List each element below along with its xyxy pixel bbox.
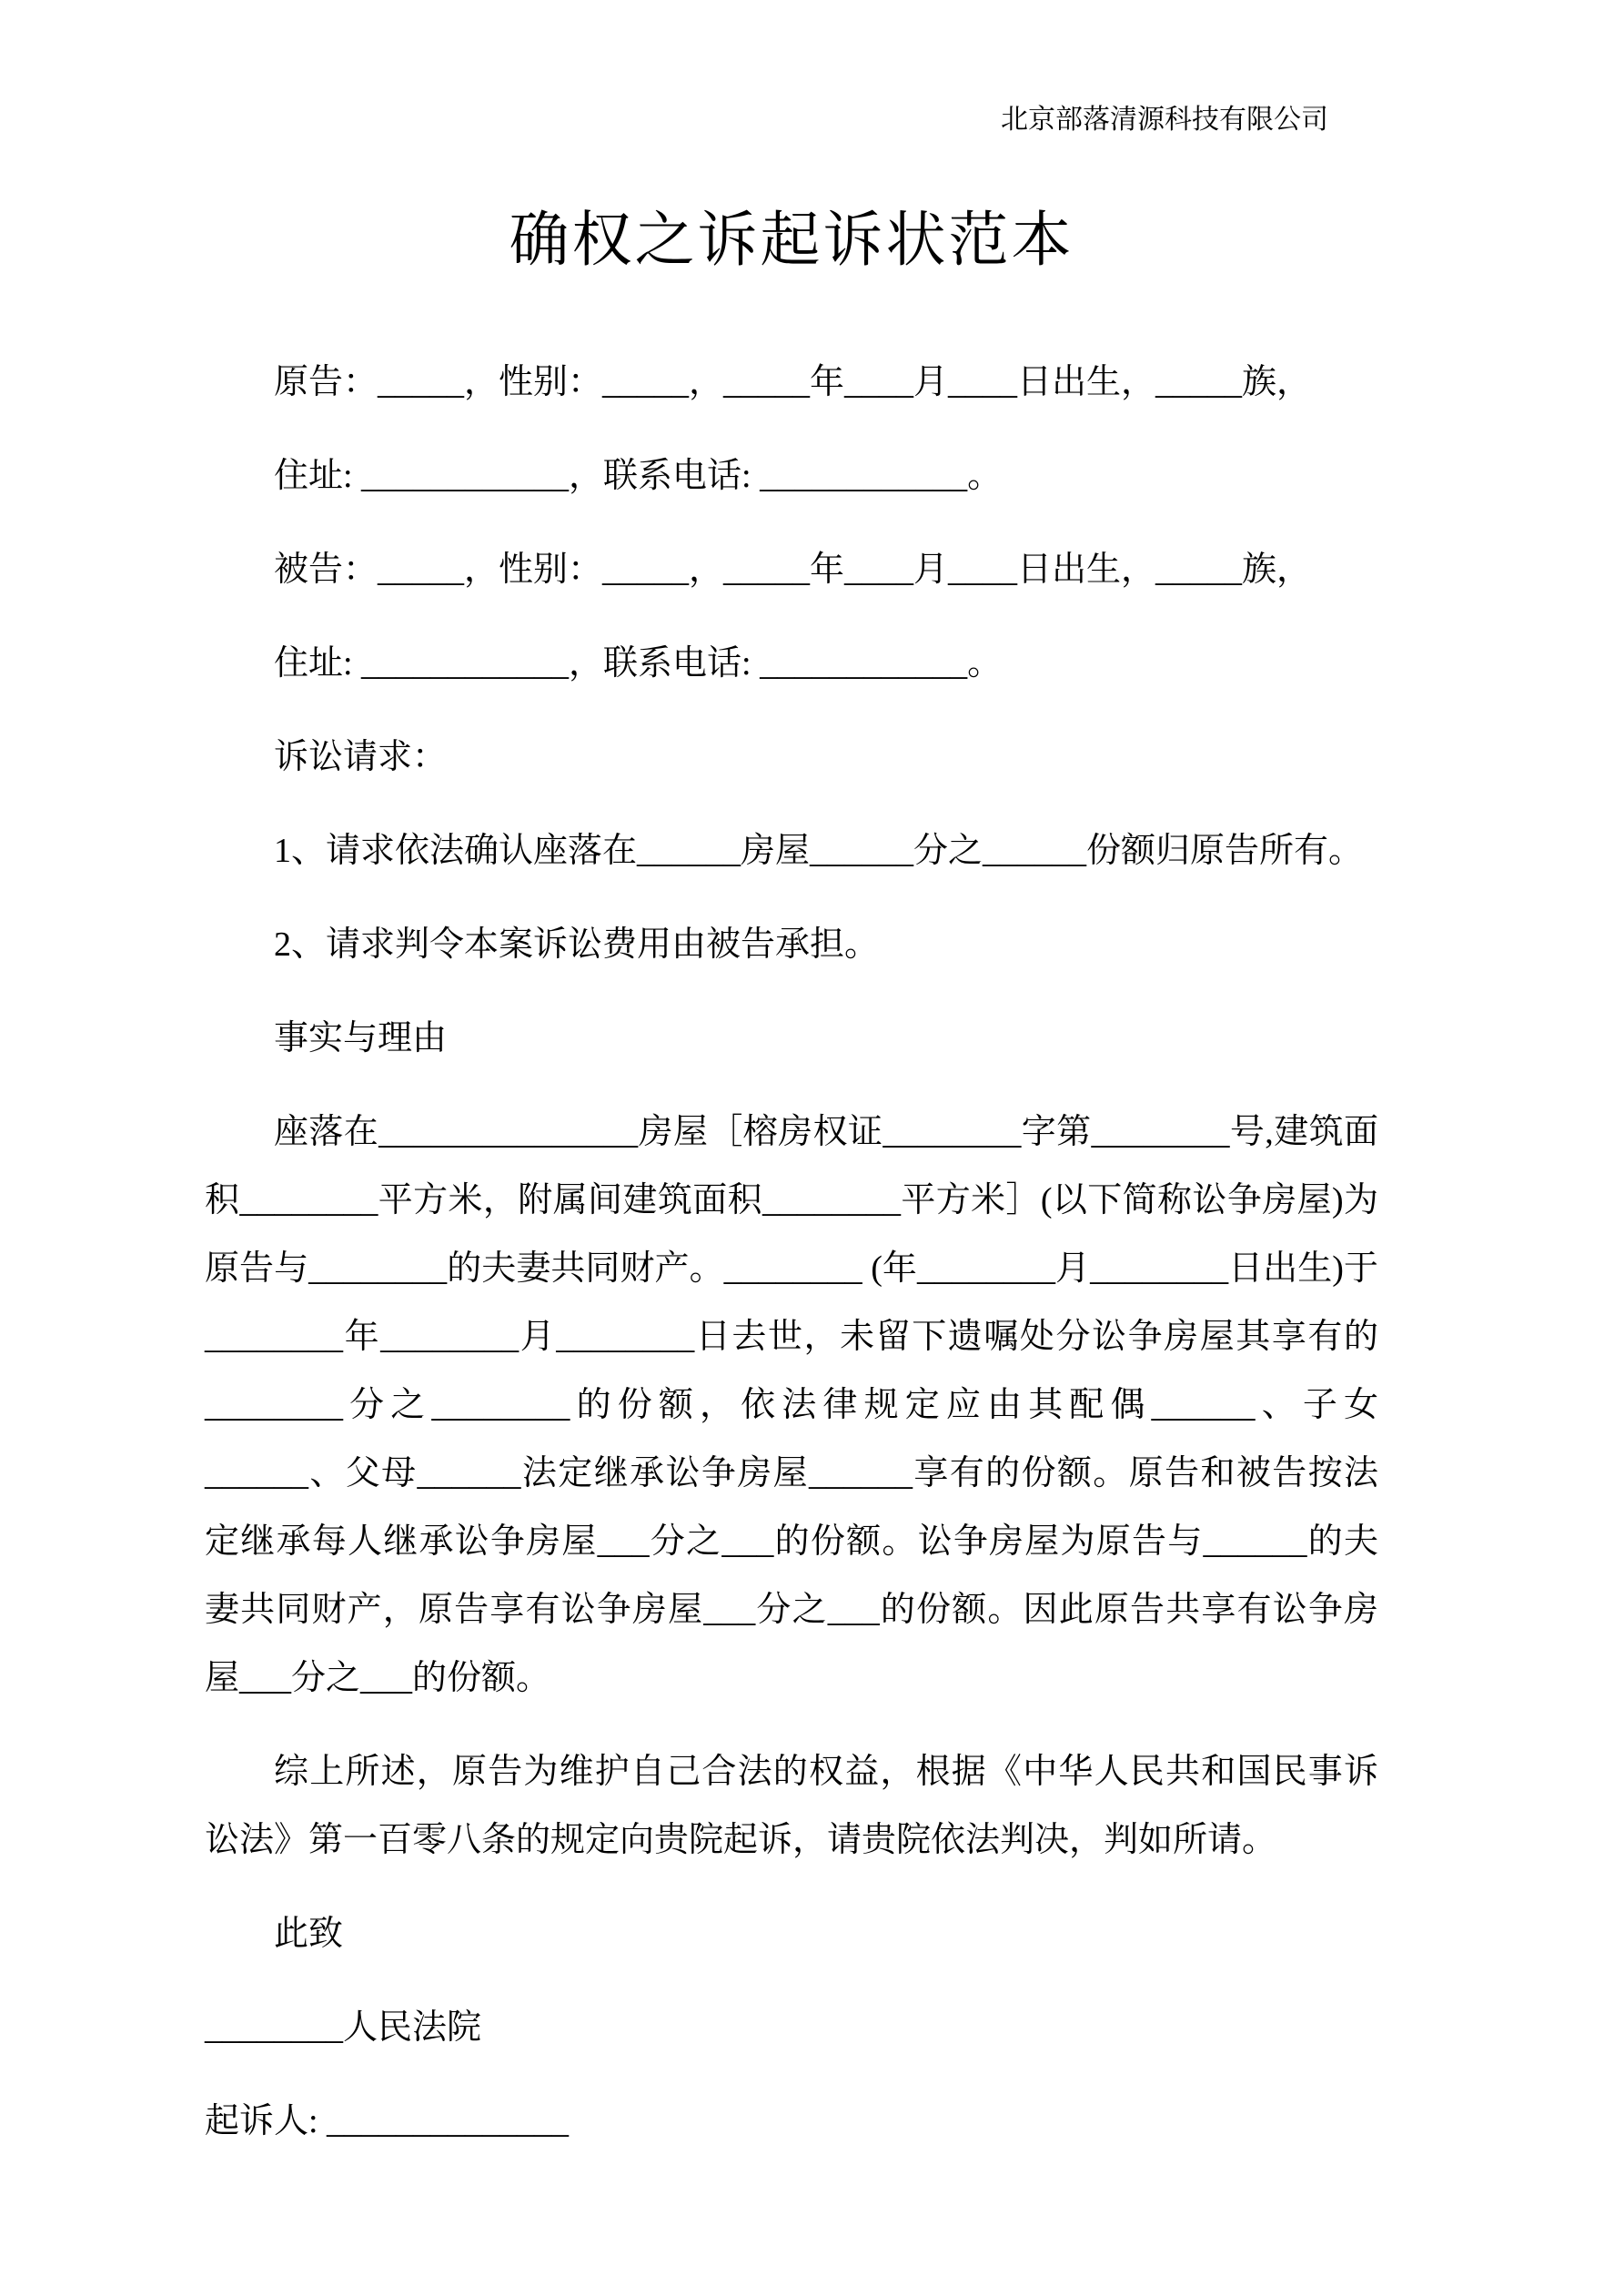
court-name-line: ________人民法院 <box>205 2008 482 2047</box>
document-body <box>205 349 1378 2156</box>
claims-heading: 诉讼请求： <box>274 738 448 776</box>
claim-item-1: 1、请求依法确认座落在______房屋______分之______份额归原告所有。 <box>274 832 1364 870</box>
facts-paragraph: 座落在_______________房屋［榕房权证________字第________号,建筑面积________平方米，附属间建筑面积________平方米］(以下简称讼争房屋)为原告与________的夫妻共同财产。________ (年________月________日出生)于________年________月________日去世，未留下遗嘱处分讼争房屋其享有的________分之________的份额，依法律规定应由其配偶______、子女______、父母______法定继承讼争房屋______享有的份额。原告和被告按法定继承每人继承讼争房屋___分之___的份额。讼争房屋为原告与______的夫妻共同财产，原告享有讼争房屋___分之___的份额。因此原告共享有讼争房屋___分之___的份额。 <box>205 1113 1378 1697</box>
salutation-line: 此致 <box>274 1915 344 1953</box>
page-title: 确权之诉起诉状范本 <box>509 207 1074 274</box>
signer-line: 起诉人: ______________ <box>205 2102 570 2140</box>
conclusion-paragraph: 综上所述，原告为维护自己合法的权益，根据《中华人民共和国民事诉讼法》第一百零八条的规定向贵院起诉，请贵院依法判决，判如所请。 <box>205 1753 1378 1859</box>
claim-item-2: 2、请求判令本案诉讼费用由被告承担。 <box>274 925 880 964</box>
defendant-address-line: 住址: ____________，联系电话: ____________。 <box>274 644 1003 683</box>
plaintiff-address-line: 住址: ____________，联系电话: ____________。 <box>274 457 1003 495</box>
plaintiff-info-line: 原告：_____，性别：_____，_____年____月____日出生，_____族， <box>274 363 1312 401</box>
company-header: 北京部落清源科技有限公司 <box>1001 105 1328 135</box>
defendant-info-line: 被告：_____，性别：_____，_____年____月____日出生，_____族， <box>274 551 1312 589</box>
facts-heading: 事实与理由 <box>274 1019 448 1057</box>
